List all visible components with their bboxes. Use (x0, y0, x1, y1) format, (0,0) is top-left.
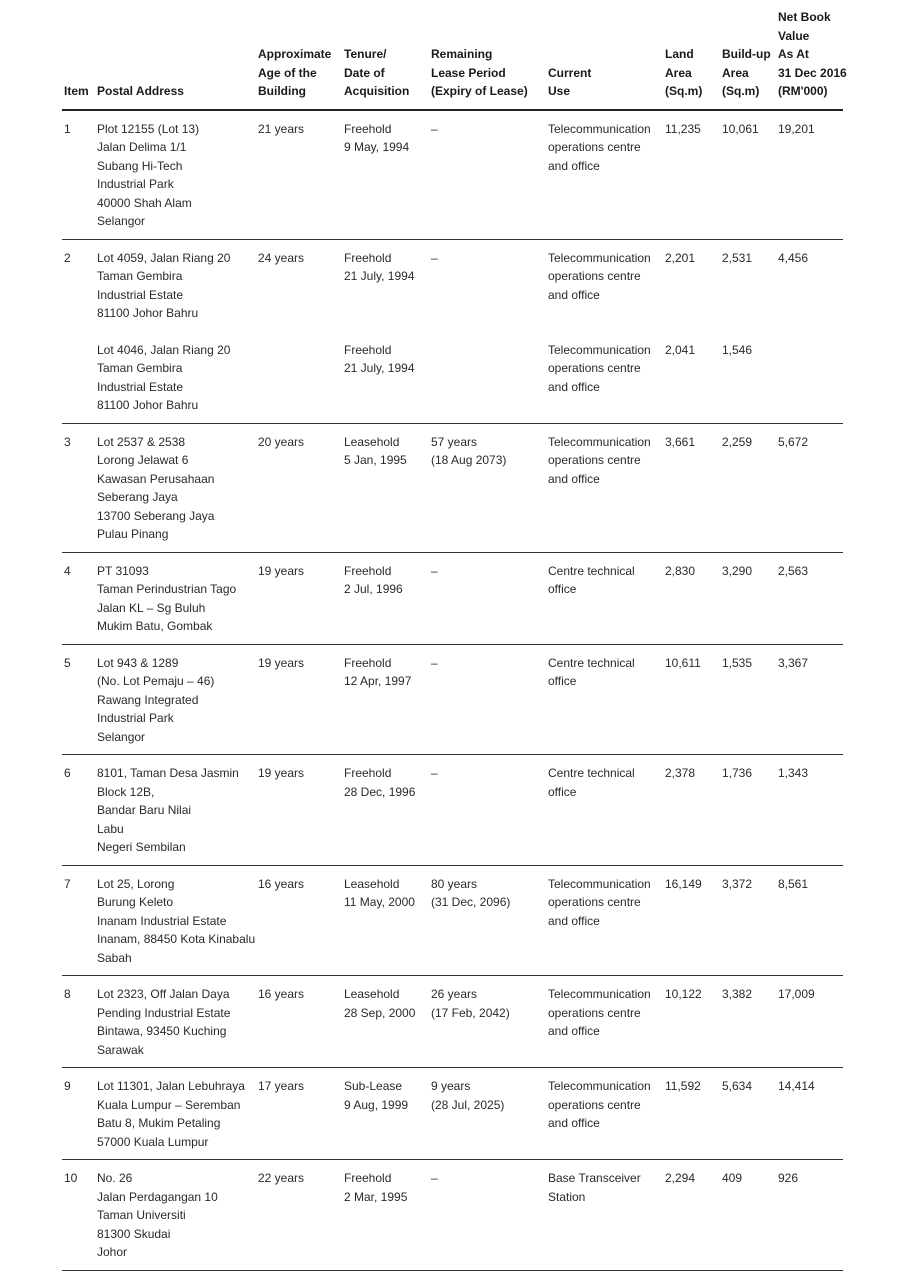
cell-address (97, 239, 258, 341)
cell-tenure-line: Freehold (344, 121, 392, 136)
cell-address-line: Seberang Jaya (97, 490, 178, 504)
cell-address (97, 110, 258, 240)
cell-use (548, 239, 665, 341)
cell-use-line: operations centre (548, 1097, 641, 1112)
cell-use-line: Centre technical (548, 766, 635, 780)
cell-address (97, 755, 258, 866)
table-row (62, 552, 843, 644)
cell-address-line: 40000 Shah Alam (97, 195, 192, 210)
cell-item: 5 (64, 655, 71, 670)
cell-item: 3 (64, 434, 71, 449)
cell-lease-line: (18 Aug 2073) (431, 453, 507, 467)
cell-land-area: 2,041 (665, 342, 696, 357)
cell-address-line: Negeri Sembilan (97, 840, 186, 854)
cell-land-area: 2,378 (665, 766, 696, 780)
cell-use-line: operations centre (548, 453, 641, 467)
cell-address-line: Block 12B, (97, 784, 155, 799)
cell-use-line: operations centre (548, 361, 641, 375)
cell-address-line: PT 31093 (97, 563, 149, 578)
cell-lease (431, 976, 548, 1068)
cell-land-area: 11,592 (665, 1079, 701, 1093)
cell-use-line: and office (548, 1024, 600, 1038)
cell-age: 22 years (258, 1171, 305, 1185)
property-table-page (62, 8, 847, 1271)
cell-lease (431, 1068, 548, 1160)
cell-use-line: Base Transceiver (548, 1171, 641, 1185)
cell-land-area: 11,235 (665, 121, 701, 136)
cell-address (97, 865, 258, 976)
header-tenure: Tenure/ Date of Acquisition (344, 47, 410, 98)
cell-item: 6 (64, 766, 71, 780)
table-row (62, 423, 843, 552)
cell-net-book-value: 926 (778, 1171, 799, 1185)
cell-item: 10 (64, 1171, 78, 1185)
cell-use-line: office (548, 582, 577, 596)
cell-address-line: No. 26 (97, 1171, 133, 1185)
cell-use-line: operations centre (548, 1005, 641, 1020)
cell-net-book-value: 8,561 (778, 876, 809, 891)
cell-address-line: Selangor (97, 214, 146, 228)
cell-build-up-area: 3,290 (722, 563, 753, 578)
cell-build-up-area: 5,634 (722, 1079, 753, 1093)
cell-address-line: Subang Hi-Tech (97, 158, 183, 173)
cell-tenure (344, 1068, 431, 1160)
cell-lease-line: 80 years (431, 876, 478, 891)
cell-address-line: Jalan Delima 1/1 (97, 140, 187, 154)
cell-build-up-area: 2,531 (722, 250, 753, 265)
cell-lease (431, 755, 548, 866)
cell-tenure-line: Freehold (344, 766, 392, 780)
cell-address (97, 1160, 258, 1271)
table-row (62, 644, 843, 755)
cell-tenure-line: Freehold (344, 563, 392, 578)
cell-address (97, 644, 258, 755)
cell-use-line: Telecommunication (548, 987, 651, 1001)
cell-lease (431, 239, 548, 341)
table-row (62, 755, 843, 866)
cell-address-line: Industrial Park (97, 711, 174, 725)
table-body (62, 110, 843, 1271)
cell-lease (431, 423, 548, 552)
cell-build-up-area: 1,736 (722, 766, 753, 780)
cell-use (548, 1160, 665, 1271)
cell-lease-line: – (431, 1171, 438, 1185)
cell-use (548, 341, 665, 424)
cell-net-book-value: 19,201 (778, 121, 815, 136)
cell-use-line: Centre technical (548, 655, 635, 670)
cell-address-line: Rawang Integrated (97, 692, 199, 707)
cell-use-line: office (548, 674, 577, 688)
cell-lease-line: – (431, 655, 438, 670)
cell-tenure-line: Leasehold (344, 434, 400, 449)
header-build: Build-up Area (Sq.m) (722, 47, 771, 98)
cell-age (258, 341, 344, 424)
cell-lease-line: 57 years (431, 434, 478, 449)
cell-age: 17 years (258, 1079, 305, 1093)
cell-age: 19 years (258, 766, 305, 780)
cell-address-line: Mukim Batu, Gombak (97, 619, 213, 633)
cell-use (548, 552, 665, 644)
cell-use-line: Telecommunication (548, 434, 651, 449)
cell-land-area: 16,149 (665, 876, 702, 891)
cell-address-line: 81100 Johor Bahru (97, 306, 199, 320)
cell-use-line: Centre technical (548, 563, 635, 578)
cell-address-line: Sabah (97, 950, 132, 965)
cell-tenure-line: 2 Jul, 1996 (344, 582, 403, 596)
cell-tenure (344, 1160, 431, 1271)
cell-item: 2 (64, 250, 71, 265)
cell-address-line: Selangor (97, 729, 146, 744)
header-item: Item (64, 84, 89, 98)
cell-tenure-line: 28 Dec, 1996 (344, 784, 416, 799)
cell-use (548, 865, 665, 976)
cell-address-line: Bintawa, 93450 Kuching (97, 1024, 227, 1038)
table-row (62, 976, 843, 1068)
cell-address-line: Sarawak (97, 1042, 144, 1057)
cell-address-line: Industrial Estate (97, 379, 184, 394)
cell-tenure-line: 12 Apr, 1997 (344, 674, 412, 688)
cell-address (97, 1068, 258, 1160)
cell-item: 8 (64, 987, 71, 1001)
header-use: Current Use (548, 65, 592, 98)
cell-tenure-line: Leasehold (344, 987, 400, 1001)
table-row (62, 239, 843, 341)
cell-tenure-line: 28 Sep, 2000 (344, 1005, 416, 1020)
cell-age: 24 years (258, 250, 305, 265)
cell-address-line: Kuala Lumpur – Seremban (97, 1097, 241, 1112)
cell-address-line: 81100 Johor Bahru (97, 398, 199, 412)
cell-net-book-value: 4,456 (778, 250, 809, 265)
cell-tenure-line: Freehold (344, 250, 392, 265)
cell-address-line: Taman Gembira (97, 269, 183, 283)
cell-build-up-area: 1,535 (722, 655, 753, 670)
cell-use (548, 976, 665, 1068)
cell-address-line: 81300 Skudai (97, 1226, 171, 1241)
cell-use-line: Telecommunication (548, 121, 651, 136)
cell-net-book-value: 1,343 (778, 766, 809, 780)
cell-lease-line: (31 Dec, 2096) (431, 895, 511, 909)
cell-tenure (344, 644, 431, 755)
header-nbv: Net Book Value As At 31 Dec 2016 (RM'000) (778, 10, 847, 98)
cell-age: 19 years (258, 563, 305, 578)
cell-lease (431, 644, 548, 755)
cell-net-book-value: 2,563 (778, 563, 809, 578)
cell-address-line: Pending Industrial Estate (97, 1005, 231, 1020)
cell-address-line: Batu 8, Mukim Petaling (97, 1116, 221, 1130)
cell-land-area: 3,661 (665, 434, 696, 449)
cell-tenure-line: 9 Aug, 1999 (344, 1097, 409, 1112)
cell-address-line: 13700 Seberang Jaya (97, 508, 215, 523)
table-row (62, 1160, 843, 1271)
cell-use-line: operations centre (548, 140, 641, 154)
cell-tenure (344, 341, 431, 424)
cell-item (62, 341, 97, 424)
cell-build-up-area: 409 (722, 1171, 743, 1185)
cell-lease (431, 552, 548, 644)
cell-use (548, 423, 665, 552)
cell-address-line: (No. Lot Pemaju – 46) (97, 674, 215, 688)
cell-address-line: 8101, Taman Desa Jasmin (97, 766, 239, 780)
cell-use-line: Telecommunication (548, 342, 651, 357)
cell-build-up-area: 3,372 (722, 876, 753, 891)
cell-address-line: Lot 2537 & 2538 (97, 434, 186, 449)
cell-tenure-line: 2 Mar, 1995 (344, 1189, 408, 1204)
cell-age: 20 years (258, 434, 305, 449)
cell-address (97, 423, 258, 552)
cell-lease (431, 1160, 548, 1271)
cell-tenure-line: Freehold (344, 655, 392, 670)
cell-net-book-value: 17,009 (778, 987, 815, 1001)
cell-lease-line: – (431, 766, 438, 780)
cell-build-up-area: 10,061 (722, 121, 759, 136)
cell-net-book-value: 3,367 (778, 655, 809, 670)
header-lease: Remaining Lease Period (Expiry of Lease) (431, 47, 528, 98)
cell-lease-line: – (431, 121, 438, 136)
cell-use-line: and office (548, 913, 600, 928)
cell-address (97, 341, 258, 424)
cell-land-area: 10,611 (665, 655, 701, 670)
cell-land-area: 10,122 (665, 987, 702, 1001)
cell-address-line: Taman Perindustrian Tago (97, 582, 237, 596)
cell-net-book-value: 5,672 (778, 434, 809, 449)
cell-address-line: Taman Gembira (97, 361, 183, 375)
cell-address-line: Labu (97, 821, 124, 836)
cell-use-line: and office (548, 1116, 600, 1130)
cell-item: 1 (64, 121, 71, 136)
cell-item: 4 (64, 563, 71, 578)
cell-tenure-line: Leasehold (344, 876, 400, 891)
cell-lease-line: (17 Feb, 2042) (431, 1005, 510, 1020)
cell-build-up-area: 3,382 (722, 987, 753, 1001)
table-row (62, 1068, 843, 1160)
header-address: Postal Address (97, 84, 184, 98)
cell-address-line: Lot 4059, Jalan Riang 20 (97, 250, 231, 265)
cell-tenure-line: Freehold (344, 1171, 392, 1185)
cell-land-area: 2,201 (665, 250, 696, 265)
cell-lease-line: – (431, 563, 438, 578)
cell-address-line: Lot 4046, Jalan Riang 20 (97, 342, 231, 357)
table-row (62, 110, 843, 240)
cell-land-area: 2,830 (665, 563, 696, 578)
cell-net-book-value: 14,414 (778, 1079, 815, 1093)
cell-address-line: Taman Universiti (97, 1208, 186, 1222)
cell-address-line: Industrial Park (97, 177, 174, 191)
cell-age: 16 years (258, 876, 305, 891)
header-age: Approximate Age of the Building (258, 47, 332, 98)
cell-item: 7 (64, 876, 71, 891)
cell-item: 9 (64, 1079, 71, 1093)
cell-age: 19 years (258, 655, 305, 670)
cell-address-line: Inanam Industrial Estate (97, 913, 227, 928)
cell-lease (431, 110, 548, 240)
cell-build-up-area: 2,259 (722, 434, 753, 449)
cell-use-line: operations centre (548, 269, 641, 283)
cell-tenure (344, 755, 431, 866)
cell-use (548, 1068, 665, 1160)
property-table (62, 8, 847, 1271)
cell-use (548, 755, 665, 866)
cell-address-line: Jalan KL – Sg Buluh (97, 600, 206, 615)
cell-tenure-line: 21 July, 1994 (344, 269, 415, 283)
cell-lease (431, 865, 548, 976)
cell-use-line: and office (548, 158, 600, 173)
cell-lease-line: 9 years (431, 1079, 471, 1093)
cell-tenure (344, 239, 431, 341)
cell-lease (431, 341, 548, 424)
header-row (62, 8, 843, 110)
cell-tenure (344, 110, 431, 240)
cell-use-line: Telecommunication (548, 876, 651, 891)
cell-tenure (344, 865, 431, 976)
table-row (62, 341, 843, 424)
cell-age: 21 years (258, 121, 305, 136)
cell-tenure (344, 423, 431, 552)
cell-use-line: and office (548, 471, 600, 486)
cell-use-line: operations centre (548, 895, 641, 909)
cell-address-line: Lorong Jelawat 6 (97, 453, 189, 467)
cell-address-line: 57000 Kuala Lumpur (97, 1134, 209, 1149)
cell-tenure-line: 5 Jan, 1995 (344, 453, 407, 467)
cell-use-line: Telecommunication (548, 1079, 651, 1093)
cell-tenure-line: Sub-Lease (344, 1079, 403, 1093)
cell-land-area: 2,294 (665, 1171, 696, 1185)
cell-address-line: Pulau Pinang (97, 527, 169, 541)
cell-net-book-value (778, 341, 843, 424)
cell-address-line: Industrial Estate (97, 287, 184, 302)
cell-address-line: Plot 12155 (Lot 13) (97, 121, 200, 136)
cell-address (97, 552, 258, 644)
cell-lease-line: (28 Jul, 2025) (431, 1097, 505, 1112)
cell-use-line: office (548, 784, 577, 799)
cell-address-line: Lot 11301, Jalan Lebuhraya (97, 1079, 245, 1093)
cell-address-line: Burung Keleto (97, 895, 174, 909)
cell-use-line: Station (548, 1189, 586, 1204)
cell-use-line: and office (548, 379, 600, 394)
cell-address-line: Lot 943 & 1289 (97, 655, 179, 670)
header-land: Land Area (Sq.m) (665, 47, 703, 98)
cell-address-line: Lot 2323, Off Jalan Daya (97, 987, 230, 1001)
cell-lease-line: 26 years (431, 987, 478, 1001)
cell-address-line: Jalan Perdagangan 10 (97, 1189, 218, 1204)
cell-tenure-line: 9 May, 1994 (344, 140, 410, 154)
cell-lease-line: – (431, 250, 438, 265)
cell-address-line: Lot 25, Lorong (97, 876, 175, 891)
cell-use (548, 644, 665, 755)
cell-tenure (344, 976, 431, 1068)
cell-use-line: and office (548, 287, 600, 302)
cell-address-line: Johor (97, 1245, 128, 1259)
cell-use (548, 110, 665, 240)
cell-address-line: Inanam, 88450 Kota Kinabalu (97, 932, 256, 946)
cell-tenure-line: Freehold (344, 342, 392, 357)
cell-use-line: Telecommunication (548, 250, 651, 265)
cell-tenure-line: 11 May, 2000 (344, 895, 415, 909)
cell-tenure (344, 552, 431, 644)
cell-age: 16 years (258, 987, 305, 1001)
cell-build-up-area: 1,546 (722, 342, 753, 357)
cell-address-line: Bandar Baru Nilai (97, 803, 192, 817)
cell-address (97, 976, 258, 1068)
table-row (62, 865, 843, 976)
cell-address-line: Kawasan Perusahaan (97, 471, 215, 486)
cell-tenure-line: 21 July, 1994 (344, 361, 415, 375)
